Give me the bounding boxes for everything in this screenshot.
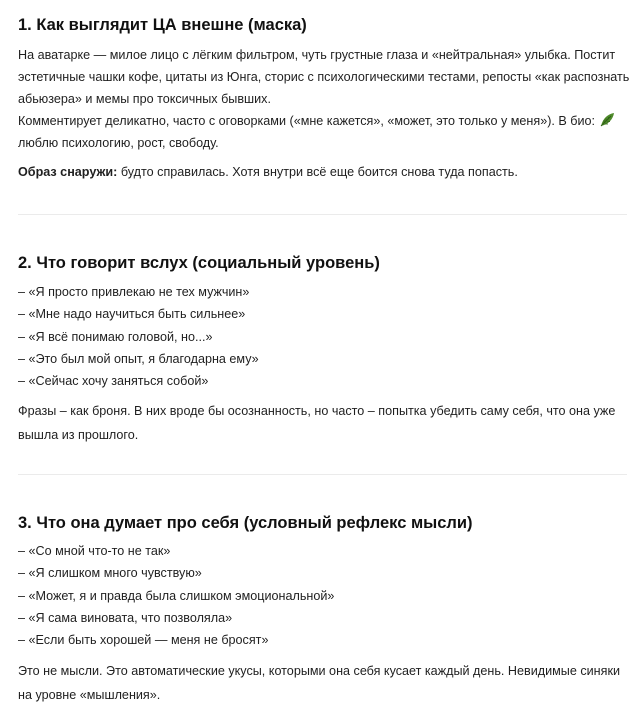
section-1-line-4-text: Комментирует деликатно, часто с оговорками («мне кажется», «может, это только у меня»). В био:: [18, 114, 596, 128]
list-item: – «Это был мой опыт, я благодарна ему»: [18, 351, 259, 366]
section-1-line-5: люблю психологию, рост, свободу.: [18, 136, 219, 150]
section-3-title: 3. Что она думает про себя (условный рефлекс мысли): [18, 514, 473, 532]
list-item: – «Мне надо научиться быть сильнее»: [18, 307, 246, 322]
list-item: – «Если быть хорошей — меня не бросят»: [18, 633, 269, 648]
list-item: – «Я всё понимаю головой, но...»: [18, 329, 213, 344]
section-2-summary-line-2: вышла из прошлого.: [18, 428, 139, 442]
section-3-list: [18, 540, 334, 651]
section-3-summary-line-2: на уровне «мышления».: [18, 688, 161, 702]
section-2-list: [18, 281, 259, 392]
section-divider: [18, 214, 627, 215]
section-divider: [18, 474, 627, 475]
list-item: – «Я просто привлекаю не тех мужчин»: [18, 285, 250, 299]
section-1-line-4: [18, 110, 631, 132]
section-1-line-1: На аватарке — милое лицо с лёгким фильтром, чуть грустные глаза и «нейтральная» улыбка. Постит: [18, 48, 616, 62]
section-2-title: 2. Что говорит вслух (социальный уровень): [18, 254, 380, 272]
list-item: – «Я сама виновата, что позволяла»: [18, 610, 233, 625]
section-1-body: [18, 44, 631, 154]
section-1-title: 1. Как выглядит ЦА внешне (маска): [18, 16, 307, 34]
section-2-summary: [18, 399, 631, 447]
section-1-line-3: абьюзера» и мемы про токсичных бывших.: [18, 92, 271, 106]
section-3-summary: [18, 659, 631, 707]
section-1-summary: [18, 161, 631, 183]
section-1-summary-lead: Образ снаружи:: [18, 165, 118, 179]
list-item: – «Со мной что-то не так»: [18, 544, 171, 558]
section-1-line-2: эстетичные чашки кофе, цитаты из Юнга, сторис с психологическими тестами, репосты «как распознать: [18, 70, 630, 84]
section-2-summary-line-1: Фразы – как броня. В них вроде бы осознанность, но часто – попытка убедить саму себя, что она уже: [18, 404, 616, 418]
section-3-summary-line-1: Это не мысли. Это автоматические укусы, которыми она себя кусает каждый день. Невидимые синяки: [18, 664, 620, 678]
list-item: – «Может, я и правда была слишком эмоциональной»: [18, 588, 335, 603]
list-item: – «Сейчас хочу заняться собой»: [18, 374, 209, 389]
section-1-summary-text: будто справилась. Хотя внутри всё еще боится снова туда попасть.: [117, 165, 518, 179]
leaf-icon: [599, 112, 615, 128]
list-item: – «Я слишком много чувствую»: [18, 566, 202, 581]
